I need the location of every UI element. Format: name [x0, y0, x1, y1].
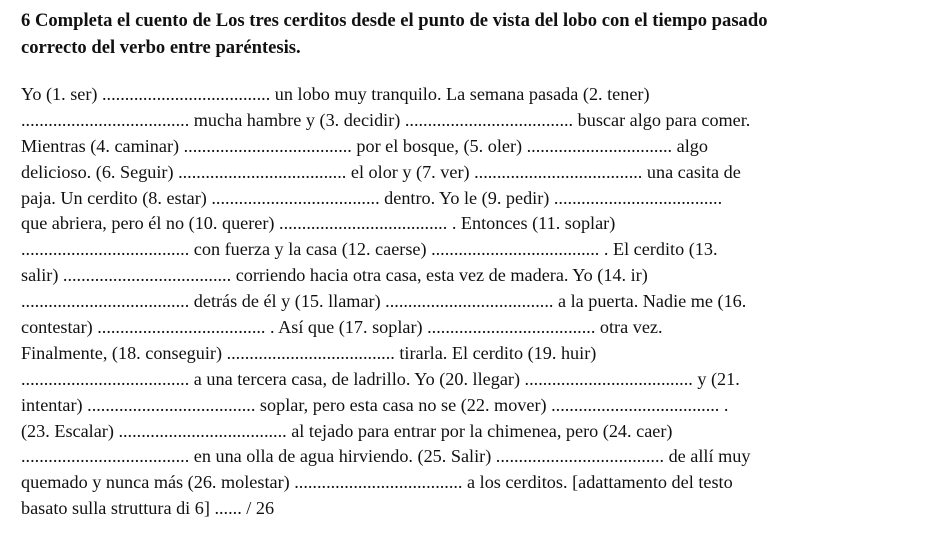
story-line: ..................................... detrás de él y (15. llamar) ..................................... a la puerta. Nadie me (16. — [21, 291, 747, 312]
story-line: intentar) ..................................... soplar, pero esta casa no se (22. mover) ..................................... . — [21, 394, 729, 415]
story-line: ..................................... en una olla de agua hirviendo. (25. Salir) ..................................... de allí muy — [21, 446, 751, 467]
heading-line: correcto del verbo entre paréntesis. — [21, 37, 301, 58]
score-line: basato sulla struttura di 6] ...... / 26 — [21, 498, 275, 519]
exercise-heading — [21, 7, 936, 61]
story-line: que abriera, pero él no (10. querer) ..................................... . Entonces (11. soplar) — [21, 213, 616, 234]
story-line: (23. Escalar) ..................................... al tejado para entrar por la chimenea, pero (24. caer) — [21, 420, 673, 441]
story-line: Yo (1. ser) ..................................... un lobo muy tranquilo. La semana pasada (2. tener) — [21, 84, 650, 104]
story-line: ..................................... a una tercera casa, de ladrillo. Yo (20. llegar) ..................................... y (21. — [21, 368, 740, 389]
story-line: quemado y nunca más (26. molestar) ..................................... a los cerditos. [adattamento del testo — [21, 472, 733, 493]
story-line: paja. Un cerdito (8. estar) ..................................... dentro. Yo le (9. pedir) ..................................... — [21, 187, 723, 208]
heading-line: 6 Completa el cuento de Los tres cerditos desde el punto de vista del lobo con el tiempo pasado — [21, 10, 768, 31]
story-line: contestar) ..................................... . Así que (17. soplar) ..................................... otra vez. — [21, 317, 663, 338]
story-line: delicioso. (6. Seguir) ..................................... el olor y (7. ver) ..................................... una casita de — [21, 161, 741, 182]
story-line: ..................................... mucha hambre y (3. decidir) ..................................... buscar algo para comer. — [21, 109, 751, 130]
story-line: ..................................... con fuerza y la casa (12. caerse) ..................................... . El cerdito (13. — [21, 239, 718, 260]
story-paragraph — [21, 82, 941, 522]
story-line: Finalmente, (18. conseguir) ..................................... tirarla. El cerdito (19. huir) — [21, 342, 597, 363]
story-line: Mientras (4. caminar) ..................................... por el bosque, (5. oler) ................................ algo — [21, 135, 708, 156]
story-line: salir) ..................................... corriendo hacia otra casa, esta vez de madera. Yo (14. ir) — [21, 265, 648, 286]
